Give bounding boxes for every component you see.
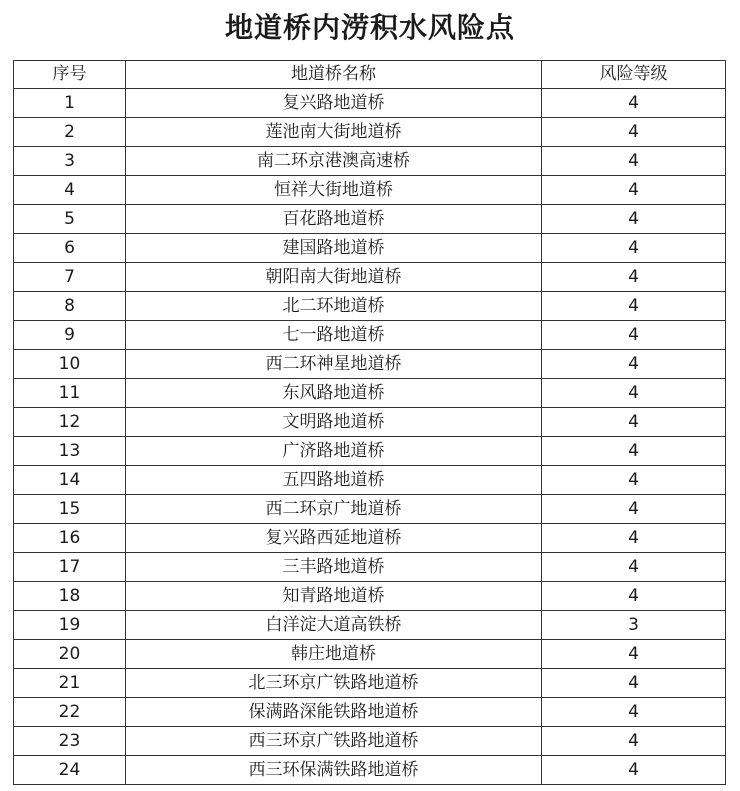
risk-table	[13, 60, 726, 785]
row-risk-level: 4	[542, 669, 726, 698]
row-risk-level: 4	[542, 640, 726, 669]
row-bridge-name: 南二环京港澳高速桥	[126, 147, 542, 176]
row-index: 9	[14, 321, 126, 350]
row-risk-level: 4	[542, 408, 726, 437]
row-index: 5	[14, 205, 126, 234]
row-index: 19	[14, 611, 126, 640]
row-bridge-name: 西三环京广铁路地道桥	[126, 727, 542, 756]
table-row	[14, 553, 726, 582]
row-index: 16	[14, 524, 126, 553]
table-header	[14, 61, 726, 89]
row-bridge-name: 知青路地道桥	[126, 582, 542, 611]
row-bridge-name: 保满路深能铁路地道桥	[126, 698, 542, 727]
row-bridge-name: 北三环京广铁路地道桥	[126, 669, 542, 698]
table-row	[14, 611, 726, 640]
row-bridge-name: 五四路地道桥	[126, 466, 542, 495]
row-index: 21	[14, 669, 126, 698]
header-risk-level: 风险等级	[542, 61, 726, 89]
row-index: 17	[14, 553, 126, 582]
row-risk-level: 4	[542, 524, 726, 553]
row-index: 6	[14, 234, 126, 263]
row-bridge-name: 西二环神星地道桥	[126, 350, 542, 379]
row-risk-level: 4	[542, 553, 726, 582]
row-index: 14	[14, 466, 126, 495]
row-index: 20	[14, 640, 126, 669]
row-bridge-name: 复兴路地道桥	[126, 89, 542, 118]
row-bridge-name: 朝阳南大街地道桥	[126, 263, 542, 292]
row-risk-level: 4	[542, 379, 726, 408]
row-bridge-name: 文明路地道桥	[126, 408, 542, 437]
row-bridge-name: 建国路地道桥	[126, 234, 542, 263]
row-risk-level: 4	[542, 466, 726, 495]
header-bridge-name: 地道桥名称	[126, 61, 542, 89]
table-row	[14, 727, 726, 756]
row-risk-level: 4	[542, 495, 726, 524]
table-row	[14, 350, 726, 379]
row-index: 2	[14, 118, 126, 147]
row-risk-level: 4	[542, 234, 726, 263]
row-bridge-name: 韩庄地道桥	[126, 640, 542, 669]
row-risk-level: 3	[542, 611, 726, 640]
table-row	[14, 321, 726, 350]
table-row	[14, 669, 726, 698]
header-index: 序号	[14, 61, 126, 89]
row-risk-level: 4	[542, 350, 726, 379]
row-bridge-name: 恒祥大街地道桥	[126, 176, 542, 205]
row-index: 18	[14, 582, 126, 611]
table-row	[14, 437, 726, 466]
row-index: 24	[14, 756, 126, 785]
row-index: 7	[14, 263, 126, 292]
table-row	[14, 89, 726, 118]
row-index: 11	[14, 379, 126, 408]
row-risk-level: 4	[542, 698, 726, 727]
table-row	[14, 263, 726, 292]
table-row	[14, 292, 726, 321]
row-bridge-name: 莲池南大街地道桥	[126, 118, 542, 147]
row-bridge-name: 三丰路地道桥	[126, 553, 542, 582]
row-bridge-name: 七一路地道桥	[126, 321, 542, 350]
row-risk-level: 4	[542, 176, 726, 205]
row-index: 13	[14, 437, 126, 466]
table-row	[14, 205, 726, 234]
table-body	[14, 89, 726, 785]
row-bridge-name: 广济路地道桥	[126, 437, 542, 466]
table-row	[14, 379, 726, 408]
table-row	[14, 147, 726, 176]
row-index: 1	[14, 89, 126, 118]
table-row	[14, 582, 726, 611]
row-bridge-name: 西三环保满铁路地道桥	[126, 756, 542, 785]
table-row	[14, 756, 726, 785]
row-index: 23	[14, 727, 126, 756]
row-risk-level: 4	[542, 756, 726, 785]
row-risk-level: 4	[542, 292, 726, 321]
table-row	[14, 640, 726, 669]
table-row	[14, 234, 726, 263]
table-row	[14, 495, 726, 524]
row-risk-level: 4	[542, 437, 726, 466]
row-bridge-name: 北二环地道桥	[126, 292, 542, 321]
row-bridge-name: 东风路地道桥	[126, 379, 542, 408]
row-index: 12	[14, 408, 126, 437]
table-row	[14, 524, 726, 553]
row-risk-level: 4	[542, 205, 726, 234]
row-risk-level: 4	[542, 321, 726, 350]
row-risk-level: 4	[542, 89, 726, 118]
row-index: 4	[14, 176, 126, 205]
table-row	[14, 118, 726, 147]
row-risk-level: 4	[542, 263, 726, 292]
row-bridge-name: 复兴路西延地道桥	[126, 524, 542, 553]
row-risk-level: 4	[542, 118, 726, 147]
row-index: 8	[14, 292, 126, 321]
table-row	[14, 408, 726, 437]
row-risk-level: 4	[542, 582, 726, 611]
row-bridge-name: 白洋淀大道高铁桥	[126, 611, 542, 640]
row-index: 15	[14, 495, 126, 524]
header-row	[14, 61, 726, 89]
table-row	[14, 698, 726, 727]
row-index: 22	[14, 698, 126, 727]
row-index: 10	[14, 350, 126, 379]
table-row	[14, 176, 726, 205]
page-title: 地道桥内涝积水风险点	[224, 11, 515, 44]
row-risk-level: 4	[542, 727, 726, 756]
row-index: 3	[14, 147, 126, 176]
row-bridge-name: 西二环京广地道桥	[126, 495, 542, 524]
table-row	[14, 466, 726, 495]
row-risk-level: 4	[542, 147, 726, 176]
row-bridge-name: 百花路地道桥	[126, 205, 542, 234]
